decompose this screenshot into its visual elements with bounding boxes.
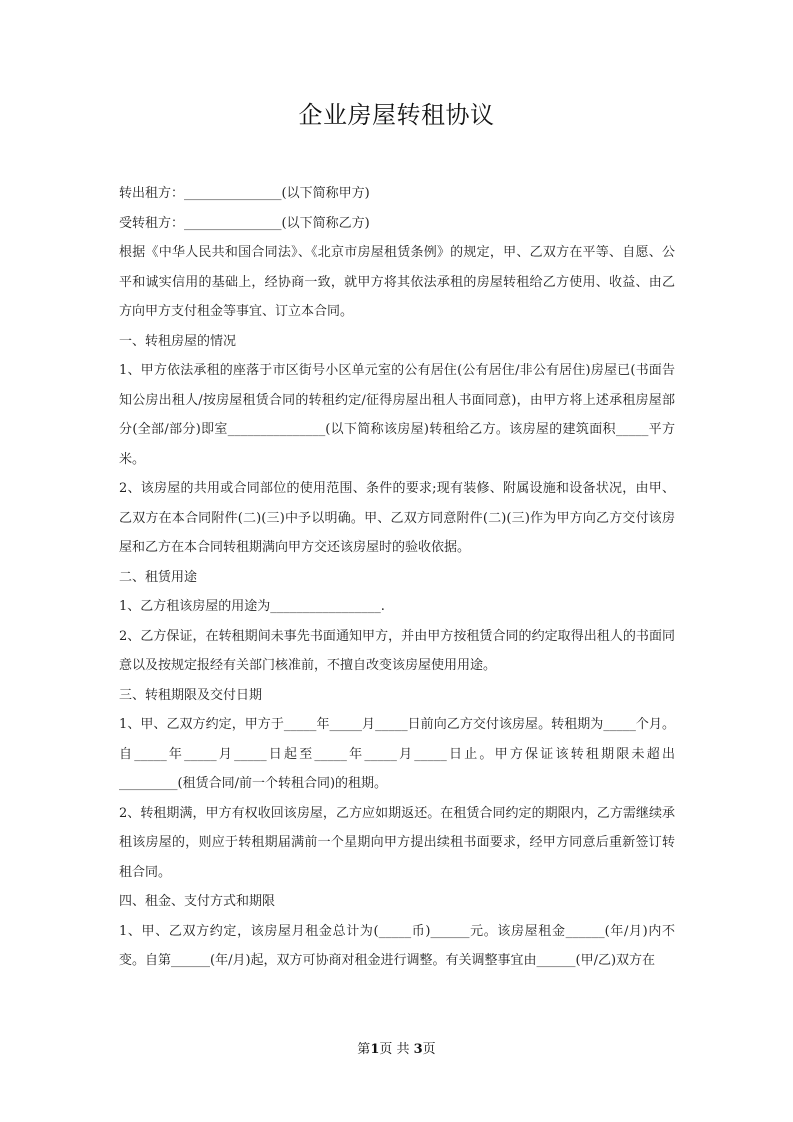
footer-suffix: 页 <box>422 1042 436 1057</box>
page-footer <box>0 1040 793 1060</box>
clause-3-2: 2、转租期满，甲方有权收回该房屋，乙方应如期返还。在租赁合同约定的期限内，乙方需继续承租该房屋的，则应于转租期届满前一个星期向甲方提出续租书面要求，经甲方同意后重新签订转租合同。 <box>119 805 675 880</box>
document-body <box>119 179 675 976</box>
footer-prefix: 第 <box>357 1042 371 1057</box>
preamble-paragraph: 根据《中华人民共和国合同法》、《北京市房屋租赁条例》的规定，甲、乙双方在平等、自愿、公平和诚实信用的基础上，经协商一致，就甲方将其依法承租的房屋转租给乙方使用、收益、由乙方向甲方支付租金等事宜、订立本合同。 <box>119 245 675 319</box>
party-a-line: 转出租方：_______________(以下简称甲方) <box>119 186 370 201</box>
clause-2-2: 2、乙方保证，在转租期间未事先书面通知甲方，并由甲方按租赁合同的约定取得出租人的书面同意以及按规定报经有关部门核准前，不擅自改变该房屋使用用途。 <box>119 628 675 673</box>
clause-3-1: 1、甲、乙双方约定，甲方于_____年_____月_____日前向乙方交付该房屋。转租期为_____个月。自_____年_____月_____日起至_____年_____月_____日止。甲方保证该转租期限未超出_________(租赁合同/前一个转租合同)的租期。 <box>119 717 675 791</box>
clause-1-2: 2、该房屋的共用或合同部位的使用范围、条件的要求;现有装修、附属设施和设备状况，由甲、乙双方在本合同附件(二)(三)中予以明确。甲、乙双方同意附件(二)(三)作为甲方向乙方交付该房屋和乙方在本合同转租期满向甲方交还该房屋时的验收依据。 <box>119 481 675 555</box>
section-heading-2: 二、租赁用途 <box>119 569 198 585</box>
party-b-line: 受转租方：_______________(以下简称乙方) <box>119 215 370 231</box>
section-heading-3: 三、转租期限及交付日期 <box>119 687 263 703</box>
document-title: 企业房屋转租协议 <box>298 101 495 129</box>
current-page-number: 1 <box>370 1042 380 1057</box>
clause-2-1: 1、乙方租该房屋的用途为_________________. <box>119 599 385 614</box>
clause-1-1: 1、甲方依法承租的座落于市区街号小区单元室的公有居住(公有居住/非公有居住)房屋已(书面告知公房出租人/按房屋租赁合同的转租约定/征得房屋出租人书面同意)，由甲方将上述承租房屋部分(全部/部分)即室_______________(以下简称该房屋)转租给乙方。该房屋的建筑面积_____平方米。 <box>119 363 675 467</box>
section-heading-4: 四、租金、支付方式和期限 <box>119 894 276 909</box>
total-page-number: 3 <box>413 1042 423 1057</box>
clause-4-1: 1、甲、乙双方约定，该房屋月租金总计为(_____币)______元。该房屋租金______(年/月)内不变。自第______(年/月)起，双方可协商对租金进行调整。有关调整事宜由______(甲/乙)双方在 <box>119 923 675 968</box>
section-heading-1: 一、转租房屋的情况 <box>119 333 237 349</box>
footer-middle: 页 共 <box>379 1042 414 1057</box>
